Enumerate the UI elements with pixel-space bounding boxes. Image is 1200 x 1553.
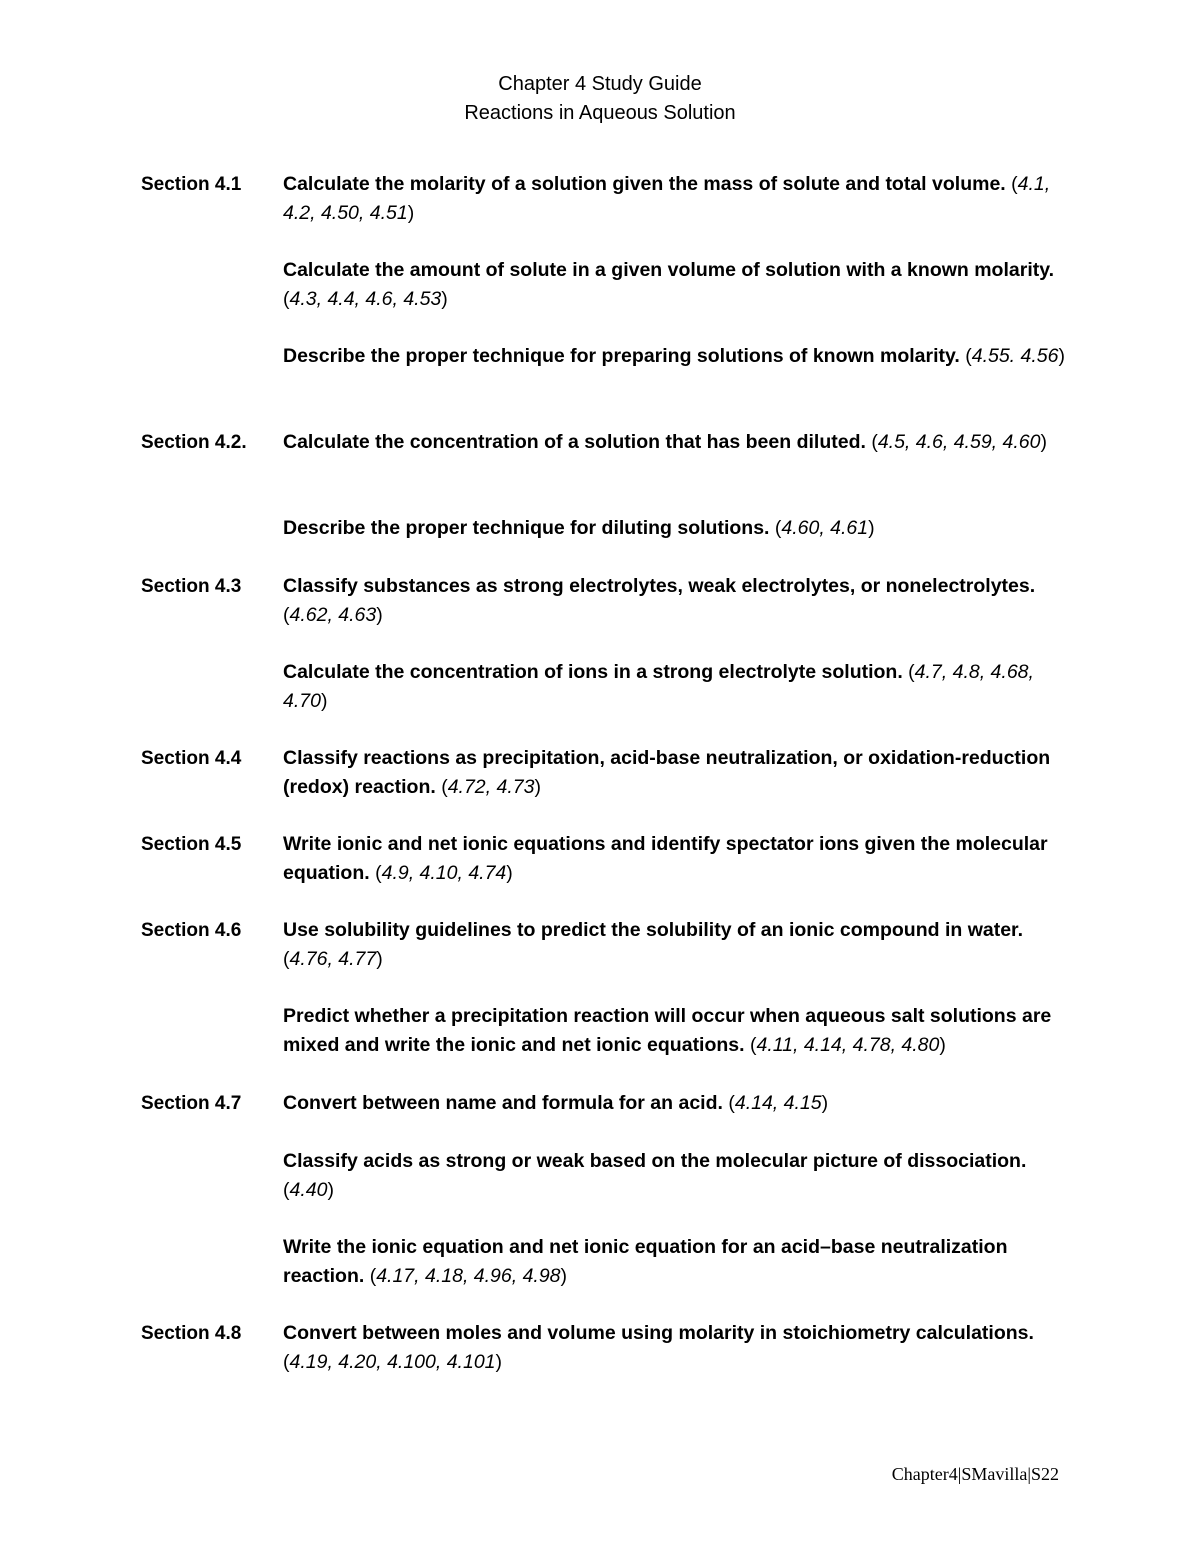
objective-refs: 4.76, 4.77 (289, 948, 377, 970)
objective-text: Convert between name and formula for an acid. (4.14, 4.15) (283, 1092, 829, 1114)
objective-description: Predict whether a precipitation reaction will occur when aqueous salt solutions are mixed and write the ionic and net ionic equations. (283, 1005, 1052, 1056)
objective-text: Describe the proper technique for diluting solutions. (4.60, 4.61) (283, 517, 875, 539)
page-title: Chapter 4 Study Guide (498, 73, 702, 95)
section-label: Section 4.6 (141, 920, 242, 941)
objective-text: Classify acids as strong or weak based on the molecular picture of dissociation. (4.40) (283, 1150, 1027, 1201)
objective-refs: 4.11, 4.14, 4.78, 4.80 (756, 1034, 940, 1056)
section-label: Section 4.4 (141, 748, 242, 769)
objective-text: Write the ionic equation and net ionic equation for an acid–base neutralization reaction. (4.17, 4.18, 4.96, 4.98) (283, 1236, 1008, 1287)
objective-description: Calculate the molarity of a solution given the mass of solute and total volume. (283, 173, 1012, 195)
objective-refs: 4.60, 4.61 (781, 517, 869, 539)
section-label: Section 4.2. (141, 432, 247, 453)
objective-refs: 4.5, 4.6, 4.59, 4.60 (877, 431, 1041, 453)
objective-text: Convert between moles and volume using molarity in stoichiometry calculations. (4.19, 4.20, 4.100, 4.101) (283, 1322, 1034, 1373)
objective-refs: 4.3, 4.4, 4.6, 4.53 (289, 288, 442, 310)
objective-text: Describe the proper technique for preparing solutions of known molarity. (4.55. 4.56) (283, 345, 1065, 367)
objective-description: Convert between name and formula for an acid. (283, 1092, 729, 1114)
section-label: Section 4.1 (141, 174, 242, 195)
objective-description: Classify substances as strong electrolytes, weak electrolytes, or nonelectrolytes. (283, 575, 1036, 597)
page-header (0, 70, 1200, 128)
objective-text: Use solubility guidelines to predict the solubility of an ionic compound in water. (4.76, 4.77) (283, 919, 1023, 970)
objective-description: Classify reactions as precipitation, acid-base neutralization, or oxidation-reduction (redox) reaction. (283, 747, 1051, 798)
objective-text: Classify reactions as precipitation, acid-base neutralization, or oxidation-reduction (redox) reaction. (4.72, 4.73) (283, 747, 1051, 798)
objective-description: Write the ionic equation and net ionic equation for an acid–base neutralization reaction. (283, 1236, 1008, 1287)
objective-refs: 4.14, 4.15 (734, 1092, 822, 1114)
objective-description: Describe the proper technique for diluting solutions. (283, 517, 775, 539)
objective-description: Use solubility guidelines to predict the solubility of an ionic compound in water. (283, 919, 1023, 941)
page-footer: Chapter4|SMavilla|S22 (891, 1464, 1059, 1484)
objective-text: Calculate the amount of solute in a given volume of solution with a known molarity. (4.3, 4.4, 4.6, 4.53) (283, 259, 1055, 310)
objective-description: Calculate the amount of solute in a given volume of solution with a known molarity. (283, 259, 1055, 281)
objective-text: Predict whether a precipitation reaction will occur when aqueous salt solutions are mixed and write the ionic and net ionic equations. (4.11, 4.14, 4.78, 4.80) (283, 1005, 1052, 1056)
section-label: Section 4.7 (141, 1093, 242, 1114)
objective-refs: 4.55. 4.56 (971, 345, 1059, 367)
objective-text: Calculate the concentration of a solution that has been diluted. (4.5, 4.6, 4.59, 4.60) (283, 431, 1047, 453)
objective-description: Write ionic and net ionic equations and identify spectator ions given the molecular equation. (283, 833, 1048, 884)
section-label: Section 4.5 (141, 834, 242, 855)
objective-text: Write ionic and net ionic equations and identify spectator ions given the molecular equation. (4.9, 4.10, 4.74) (283, 833, 1048, 884)
section-label: Section 4.8 (141, 1323, 242, 1344)
objective-description: Calculate the concentration of ions in a strong electrolyte solution. (283, 661, 909, 683)
objective-description: Describe the proper technique for preparing solutions of known molarity. (283, 345, 966, 367)
page-subtitle: Reactions in Aqueous Solution (464, 102, 736, 124)
objective-refs: 4.7, 4.8, 4.68, 4.70 (283, 661, 1034, 712)
objective-refs: 4.40 (289, 1179, 328, 1201)
objective-refs: 4.1, 4.2, 4.50, 4.51 (283, 173, 1051, 224)
objective-refs: 4.9, 4.10, 4.74 (381, 862, 507, 884)
objective-refs: 4.72, 4.73 (447, 776, 535, 798)
objective-refs: 4.17, 4.18, 4.96, 4.98 (376, 1265, 561, 1287)
objective-refs: 4.19, 4.20, 4.100, 4.101 (289, 1351, 496, 1373)
objective-description: Convert between moles and volume using molarity in stoichiometry calculations. (283, 1322, 1034, 1344)
objective-text: Calculate the molarity of a solution given the mass of solute and total volume. (4.1, 4.2, 4.50, 4.51) (283, 173, 1051, 224)
objective-refs: 4.62, 4.63 (289, 604, 377, 626)
objective-text: Classify substances as strong electrolytes, weak electrolytes, or nonelectrolytes. (4.62, 4.63) (283, 575, 1036, 626)
objective-text: Calculate the concentration of ions in a strong electrolyte solution. (4.7, 4.8, 4.68, 4.70) (283, 661, 1034, 712)
objective-description: Classify acids as strong or weak based on the molecular picture of dissociation. (283, 1150, 1027, 1172)
objective-description: Calculate the concentration of a solution that has been diluted. (283, 431, 872, 453)
section-label: Section 4.3 (141, 576, 242, 597)
